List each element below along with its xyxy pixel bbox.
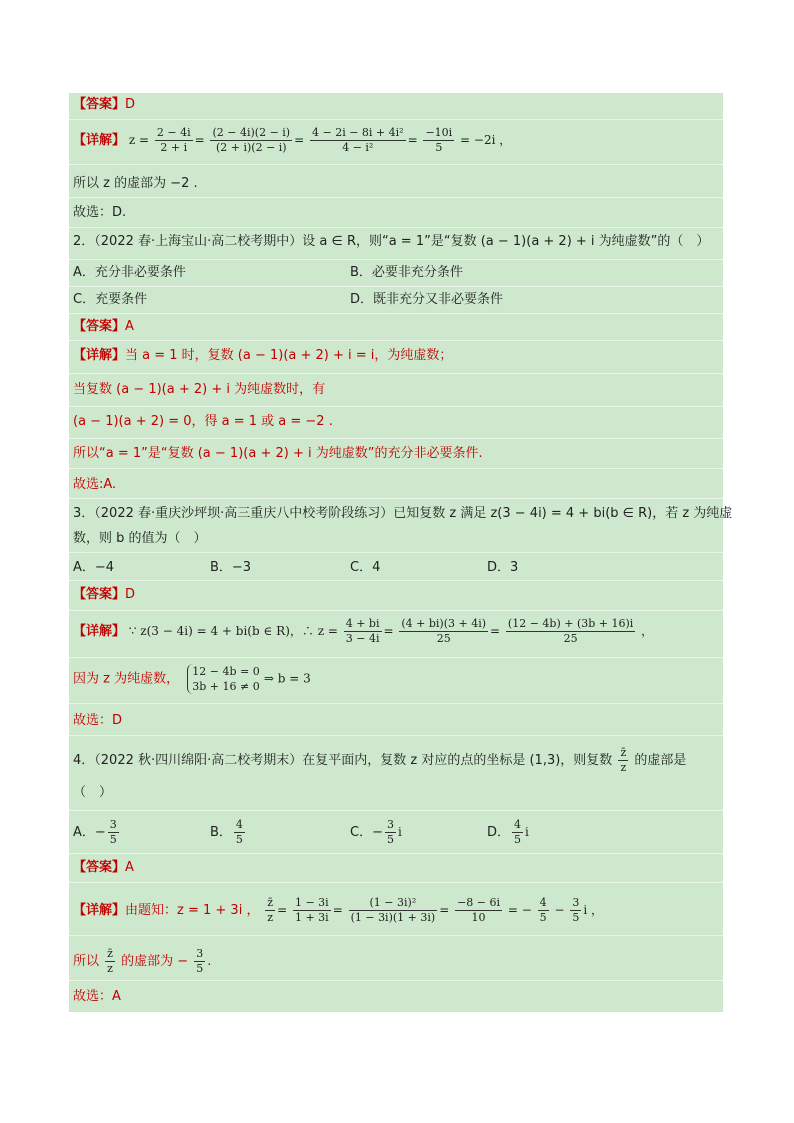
q2-stem: 2．（2022 春·上海宝山·高二校考期中）设 a ∈ R，则“a = 1”是“复数 (a − 1)(a + 2) + i 为纯虚数”的（ ） (73, 234, 710, 249)
q2-options-row1 (73, 264, 186, 282)
q3-detail: 【详解】 ∵ z(3 − 4i) = 4 + bi(b ∈ R)，∴ z = $\frac{4 + bi}{3 - 4i}$ = $\frac{(4 + bi)(3 + 4i)}{25}$ = $\frac{(12 - 4b) + (3b + 16)i}{25}$ ， (73, 617, 654, 645)
row-divider (69, 657, 723, 658)
row-divider (69, 552, 723, 553)
fraction: $\frac{2 - 4i}{2 + i}$ (156, 126, 191, 154)
q2-answer: 【答案】A (73, 319, 134, 334)
row-divider (69, 340, 723, 341)
row-divider (69, 498, 723, 499)
equation-system: 12 − 4b = 0 3b + 16 ≠ 0 (187, 664, 259, 694)
fraction: $\frac{3}{5}$ (572, 896, 580, 924)
q3-answer: 【答案】D (73, 587, 136, 602)
q3-option-a[interactable]: A．−4 (73, 560, 115, 575)
q4-line3: 故选：A (73, 989, 121, 1004)
q2-option-c[interactable]: C．充要条件 (73, 292, 148, 307)
q1-line3: 故选：D. (73, 205, 127, 220)
row-divider (69, 164, 723, 165)
row-divider (69, 853, 723, 854)
q3-option-c[interactable]: C．4 (350, 560, 381, 575)
q4-stem-line1: 4．（2022 秋·四川绵阳·高二校考期末）在复平面内，复数 z 对应的点的坐标是 (1,3)，则复数 $\frac{z̄}{z}$ 的虚部是 (73, 746, 687, 774)
q3-stem-line1: 3．（2022 春·重庆沙坪坝·高三重庆八中校考阶段练习）已知复数 z 满足 z(3 − 4i) = 4 + bi(b ∈ R)，若 z 为纯虚 (73, 506, 733, 521)
q4-stem-line2: （ ） (73, 785, 113, 800)
q4-option-c[interactable]: C．− $\frac{3}{5}$ i (350, 818, 402, 846)
row-divider (69, 197, 723, 198)
row-divider (69, 703, 723, 704)
row-divider (69, 227, 723, 228)
fraction: $\frac{(12 - 4b) + (3b + 16)i}{25}$ (507, 617, 634, 645)
fraction: $\frac{z̄}{z}$ (267, 896, 274, 924)
q1-detail: 【详解】 z = $\frac{2 - 4i}{2 + i}$ = $\frac{(2 - 4i)(2 - i)}{(2 + i)(2 - i)}$ = $\frac{\text{4 − 2i − 8i + 4i²}}{\text{4 − i²}}$ = $\frac{-10i}{5}$ = −2i ， (73, 126, 512, 154)
q4-option-d[interactable]: D． $\frac{4}{5}$ i (487, 818, 529, 846)
fraction: $\frac{\text{(1 − 3i)²}}{(1 - 3i)(1 + 3i)}$ (350, 896, 436, 924)
fraction: $\frac{4 + bi}{3 - 4i}$ (345, 617, 380, 645)
row-divider (69, 580, 723, 581)
fraction: $\frac{(4 + bi)(3 + 4i)}{25}$ (401, 617, 487, 645)
row-divider (69, 438, 723, 439)
row-divider (69, 313, 723, 314)
q2-option-a[interactable]: A．充分非必要条件 (73, 265, 186, 280)
q3-line2: 因为 z 为纯虚数， 12 − 4b = 0 3b + 16 ≠ 0 ⇒ b = 3 (73, 665, 311, 693)
q4-option-a[interactable]: A．− $\frac{3}{5}$ (73, 818, 117, 846)
row-divider (69, 406, 723, 407)
q2-line3: (a − 1)(a + 2) = 0，得 a = 1 或 a = −2 . (73, 414, 333, 429)
q2-option-b[interactable]: B．必要非充分条件 (350, 265, 463, 280)
fraction: $\frac{\text{4 − 2i − 8i + 4i²}}{\text{4 − i²}}$ (311, 126, 404, 154)
row-divider (69, 259, 723, 260)
q3-stem-line2: 数，则 b 的值为（ ） (73, 531, 207, 546)
q4-detail: 【详解】由题知：z = 1 + 3i ， $\frac{z̄}{z}$ = $\frac{1 - 3i}{1 + 3i}$ = $\frac{\text{(1 − 3i)²}}{(1 - 3i)(1 + 3i)}$ = $\frac{-8 - 6i}{10}$ = − $\frac{4}{5}$ − $\frac{3}{5}$ i ， (73, 896, 603, 924)
row-divider (69, 468, 723, 469)
row-divider (69, 882, 723, 883)
q3-option-d[interactable]: D．3 (487, 560, 519, 575)
row-divider (69, 935, 723, 936)
fraction: $\frac{z̄}{z}$ (620, 746, 627, 774)
q3-option-b[interactable]: B．−3 (210, 560, 252, 575)
q2-option-d[interactable]: D．既非充分又非必要条件 (350, 292, 504, 307)
row-divider (69, 119, 723, 120)
q1-line2: 所以 z 的虚部为 −2 . (73, 176, 198, 191)
row-divider (69, 286, 723, 287)
q4-line2: 所以 $\frac{z̄}{z}$ 的虚部为 − $\frac{3}{5}$ . (73, 947, 212, 975)
fraction: $\frac{(2 - 4i)(2 - i)}{(2 + i)(2 - i)}$ (212, 126, 291, 154)
q3-line3: 故选：D (73, 713, 123, 728)
q1-answer: 【答案】D (73, 97, 136, 112)
q4-option-b[interactable]: B． $\frac{4}{5}$ (210, 818, 243, 846)
row-divider (69, 980, 723, 981)
fraction: $\frac{-10i}{5}$ (425, 126, 453, 154)
q2-line5: 故选:A. (73, 477, 117, 492)
row-divider (69, 810, 723, 811)
fraction: $\frac{-8 - 6i}{10}$ (457, 896, 501, 924)
row-divider (69, 735, 723, 736)
fraction: $\frac{4}{5}$ (539, 896, 547, 924)
row-divider (69, 373, 723, 374)
q2-detail: 【详解】当 a = 1 时，复数 (a − 1)(a + 2) + i = i，为纯虚数； (73, 348, 453, 363)
q4-answer: 【答案】A (73, 860, 134, 875)
fraction: $\frac{1 - 3i}{1 + 3i}$ (294, 896, 329, 924)
q2-line4: 所以“a = 1”是“复数 (a − 1)(a + 2) + i 为纯虚数”的充分非必要条件. (73, 446, 483, 461)
row-divider (69, 610, 723, 611)
q2-line2: 当复数 (a − 1)(a + 2) + i 为纯虚数时，有 (73, 382, 326, 397)
